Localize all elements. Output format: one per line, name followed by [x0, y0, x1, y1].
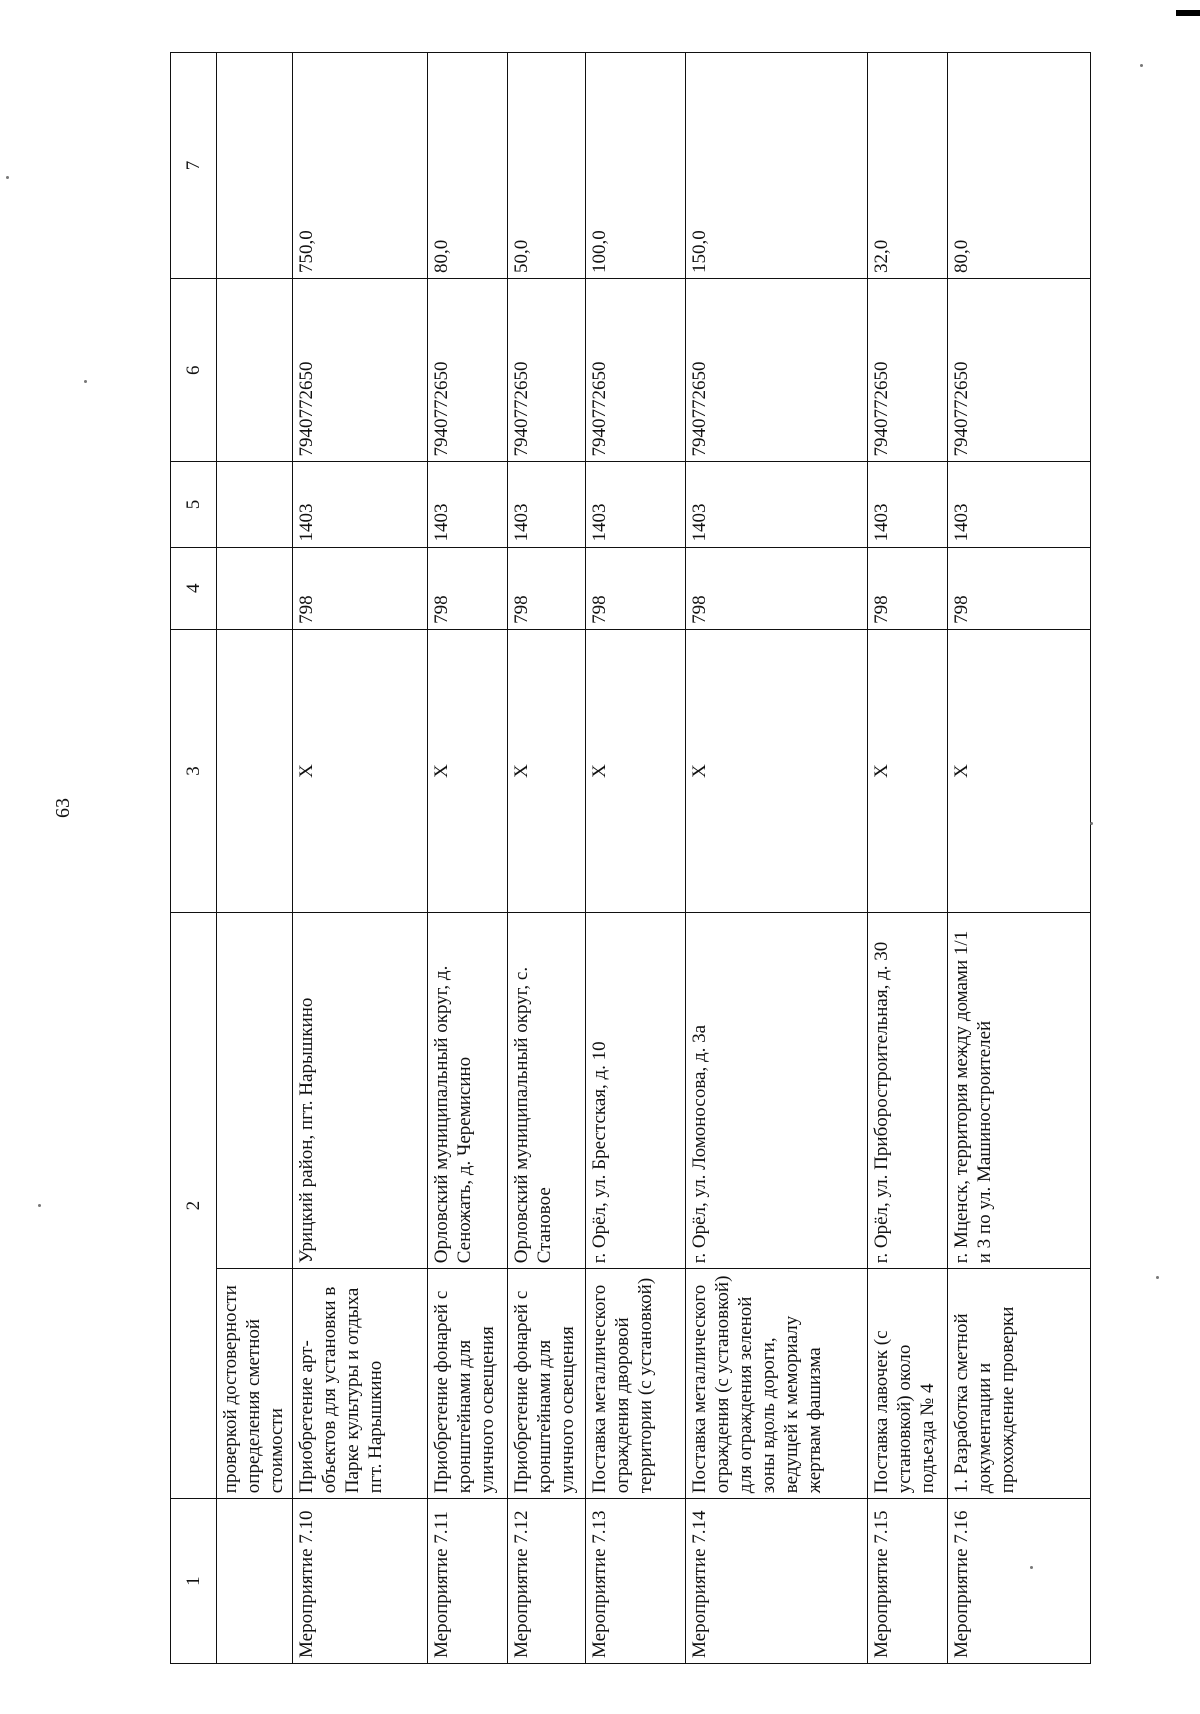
table-row [217, 53, 293, 1664]
row-0-location [217, 913, 293, 1269]
row-2-col7: 80,0 [428, 53, 508, 279]
scan-speck [1156, 1276, 1159, 1279]
row-6-col5: 1403 [868, 462, 948, 547]
row-0-col7 [217, 53, 293, 279]
row-3-col3: X [508, 629, 586, 912]
row-2-col6: 7940772650 [428, 279, 508, 462]
scan-speck [1090, 822, 1093, 825]
row-4-col6: 7940772650 [586, 279, 686, 462]
header-col-6: 6 [171, 279, 217, 462]
row-2-name: Приобретение фонарей с кронштейнами для уличного освещения [428, 1269, 508, 1499]
row-3-col5: 1403 [508, 462, 586, 547]
row-1-col5: 1403 [293, 462, 428, 547]
page-number: 63 [52, 798, 74, 818]
row-4-col5: 1403 [586, 462, 686, 547]
row-0-col6 [217, 279, 293, 462]
row-1-event: Мероприятие 7.10 [293, 1499, 428, 1664]
table-row [586, 53, 686, 1664]
header-col-1: 1 [171, 1499, 217, 1664]
row-6-col7: 32,0 [868, 53, 948, 279]
row-5-col3: X [686, 629, 868, 912]
row-7-col4: 798 [948, 547, 1091, 629]
row-1-col3: X [293, 629, 428, 912]
table-row [428, 53, 508, 1664]
row-5-col7: 150,0 [686, 53, 868, 279]
row-1-location: Урицкий район, пгт. Нарышкино [293, 913, 428, 1269]
row-2-col4: 798 [428, 547, 508, 629]
table-row [686, 53, 868, 1664]
row-6-col6: 7940772650 [868, 279, 948, 462]
row-1-name: Приобретение арт-объектов для установки в Парке культуры и отдыха пгт. Нарышкино [293, 1269, 428, 1499]
row-1-col7: 750,0 [293, 53, 428, 279]
header-col-3: 3 [171, 629, 217, 912]
row-7-col3: X [948, 629, 1091, 912]
rotated-page [170, 52, 1090, 1664]
scan-speck [6, 176, 9, 179]
row-2-event: Мероприятие 7.11 [428, 1499, 508, 1664]
row-7-col5: 1403 [948, 462, 1091, 547]
scan-speck [1030, 1566, 1033, 1569]
corner-mark [1176, 10, 1200, 16]
row-4-name: Поставка металлического ограждения дворовой территории (с установкой) [586, 1269, 686, 1499]
row-4-location: г. Орёл, ул. Брестская, д. 10 [586, 913, 686, 1269]
row-5-col6: 7940772650 [686, 279, 868, 462]
row-4-col4: 798 [586, 547, 686, 629]
row-3-col7: 50,0 [508, 53, 586, 279]
table-row [868, 53, 948, 1664]
row-3-event: Мероприятие 7.12 [508, 1499, 586, 1664]
scan-speck [1140, 64, 1143, 67]
row-3-name: Приобретение фонарей с кронштейнами для уличного освещения [508, 1269, 586, 1499]
row-1-col6: 7940772650 [293, 279, 428, 462]
row-5-event: Мероприятие 7.14 [686, 1499, 868, 1664]
row-5-col4: 798 [686, 547, 868, 629]
header-col-2: 2 [171, 913, 217, 1499]
row-2-location: Орловский муниципальный округ, д. Сеножать, д. Черемисино [428, 913, 508, 1269]
header-col-7: 7 [171, 53, 217, 279]
table-row [508, 53, 586, 1664]
row-6-col4: 798 [868, 547, 948, 629]
row-4-col7: 100,0 [586, 53, 686, 279]
table-row [293, 53, 428, 1664]
row-0-name: проверкой достоверности определения сметной стоимости [217, 1269, 293, 1499]
row-0-event [217, 1499, 293, 1664]
row-6-col3: X [868, 629, 948, 912]
row-4-col3: X [586, 629, 686, 912]
row-7-col7: 80,0 [948, 53, 1091, 279]
table-row [948, 53, 1091, 1664]
row-6-location: г. Орёл, ул. Приборостроительная, д. 30 [868, 913, 948, 1269]
header-row [171, 53, 217, 1664]
row-3-col4: 798 [508, 547, 586, 629]
row-5-name: Поставка металлического ограждения (с установкой) для ограждения зеленой зоны вдоль дороги, ведущей к мемориалу жертвам фашизма [686, 1269, 868, 1499]
row-0-col3 [217, 629, 293, 912]
row-1-col4: 798 [293, 547, 428, 629]
header-col-4: 4 [171, 547, 217, 629]
budget-table [170, 52, 1091, 1664]
row-0-col4 [217, 547, 293, 629]
row-5-location: г. Орёл, ул. Ломоносова, д. 3а [686, 913, 868, 1269]
row-2-col3: X [428, 629, 508, 912]
row-0-col5 [217, 462, 293, 547]
row-7-event: Мероприятие 7.16 [948, 1499, 1091, 1664]
scan-speck [84, 380, 87, 383]
row-4-event: Мероприятие 7.13 [586, 1499, 686, 1664]
row-7-location: г. Мценск, территория между домами 1/1 и 3 по ул. Машиностроителей [948, 913, 1091, 1269]
row-7-col6: 7940772650 [948, 279, 1091, 462]
row-3-location: Орловский муниципальный округ, с. Становое [508, 913, 586, 1269]
row-7-name: 1. Разработка сметной документации и прохождение проверки [948, 1269, 1091, 1499]
row-3-col6: 7940772650 [508, 279, 586, 462]
scan-speck [38, 1204, 41, 1207]
row-6-event: Мероприятие 7.15 [868, 1499, 948, 1664]
row-2-col5: 1403 [428, 462, 508, 547]
header-col-5: 5 [171, 462, 217, 547]
row-5-col5: 1403 [686, 462, 868, 547]
row-6-name: Поставка лавочек (с установкой) около подъезда № 4 [868, 1269, 948, 1499]
